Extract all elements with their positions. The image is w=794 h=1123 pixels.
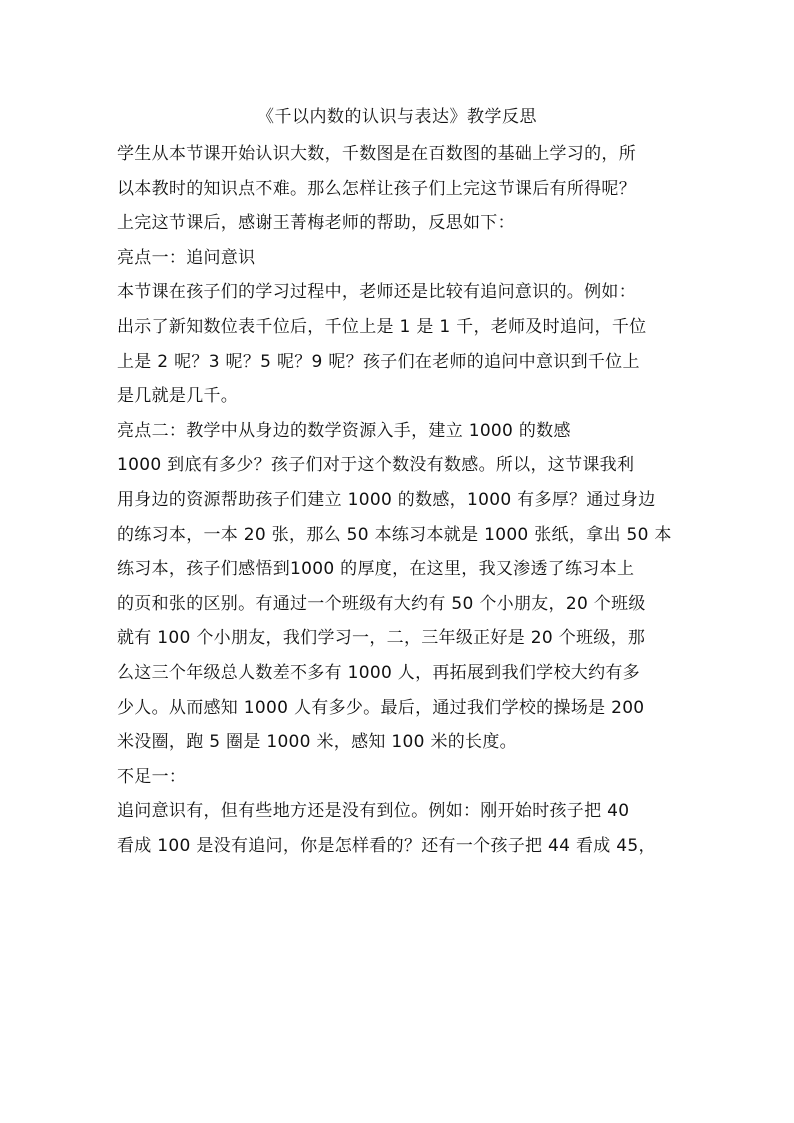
text-line: 练习本，孩子们感悟到1000 的厚度，在这里，我又渗透了练习本上 <box>117 559 635 580</box>
text-line: 上是 2 呢？3 呢？5 呢？9 呢？孩子们在老师的追问中意识到千位上 <box>117 351 640 372</box>
text-line: 用身边的资源帮助孩子们建立 1000 的数感，1000 有多厚？通过身边 <box>117 489 656 510</box>
document-title: 《千以内数的认识与表达》教学反思 <box>257 107 537 127</box>
text-line: 的练习本，一本 20 张，那么 50 本练习本就是 1000 张纸，拿出 50 本 <box>117 524 672 545</box>
text-line: 本节课在孩子们的学习过程中，老师还是比较有追问意识的。例如： <box>117 282 636 303</box>
text-line: 1000 到底有多少？孩子们对于这个数没有数感。所以，这节课我利 <box>117 455 635 476</box>
section-heading: 不足一： <box>117 766 187 787</box>
section-heading: 亮点一：追问意识 <box>117 247 256 268</box>
text-line: 米没圈，跑 5 圈是 1000 米，感知 100 米的长度。 <box>117 732 517 753</box>
text-line: 上完这节课后，感谢王菁梅老师的帮助，反思如下： <box>117 213 515 234</box>
text-line: 少人。从而感知 1000 人有多少。最后，通过我们学校的操场是 200 <box>117 697 645 718</box>
text-line: 就有 100 个小朋友，我们学习一，二，三年级正好是 20 个班级，那 <box>117 628 646 649</box>
text-line: 看成 100 是没有追问，你是怎样看的？还有一个孩子把 44 看成 45， <box>117 835 656 856</box>
document-body <box>117 137 692 863</box>
text-line: 是几就是几千。 <box>117 386 239 407</box>
text-line: 么这三个年级总人数差不多有 1000 人，再拓展到我们学校大约有多 <box>117 662 640 683</box>
text-line: 追问意识有，但有些地方还是没有到位。例如：刚开始时孩子把 40 <box>117 801 630 822</box>
text-line: 的页和张的区别。有通过一个班级有大约有 50 个小朋友，20 个班级 <box>117 593 646 614</box>
section-heading: 亮点二：教学中从身边的数学资源入手，建立 1000 的数感 <box>117 420 571 441</box>
text-line: 学生从本节课开始认识大数，千数图是在百数图的基础上学习的，所 <box>117 144 636 164</box>
text-line: 以本教时的知识点不难。那么怎样让孩子们上完这节课后有所得呢？ <box>117 178 636 199</box>
text-line: 出示了新知数位表千位后，千位上是 1 是 1 千，老师及时追问，千位 <box>117 316 647 337</box>
